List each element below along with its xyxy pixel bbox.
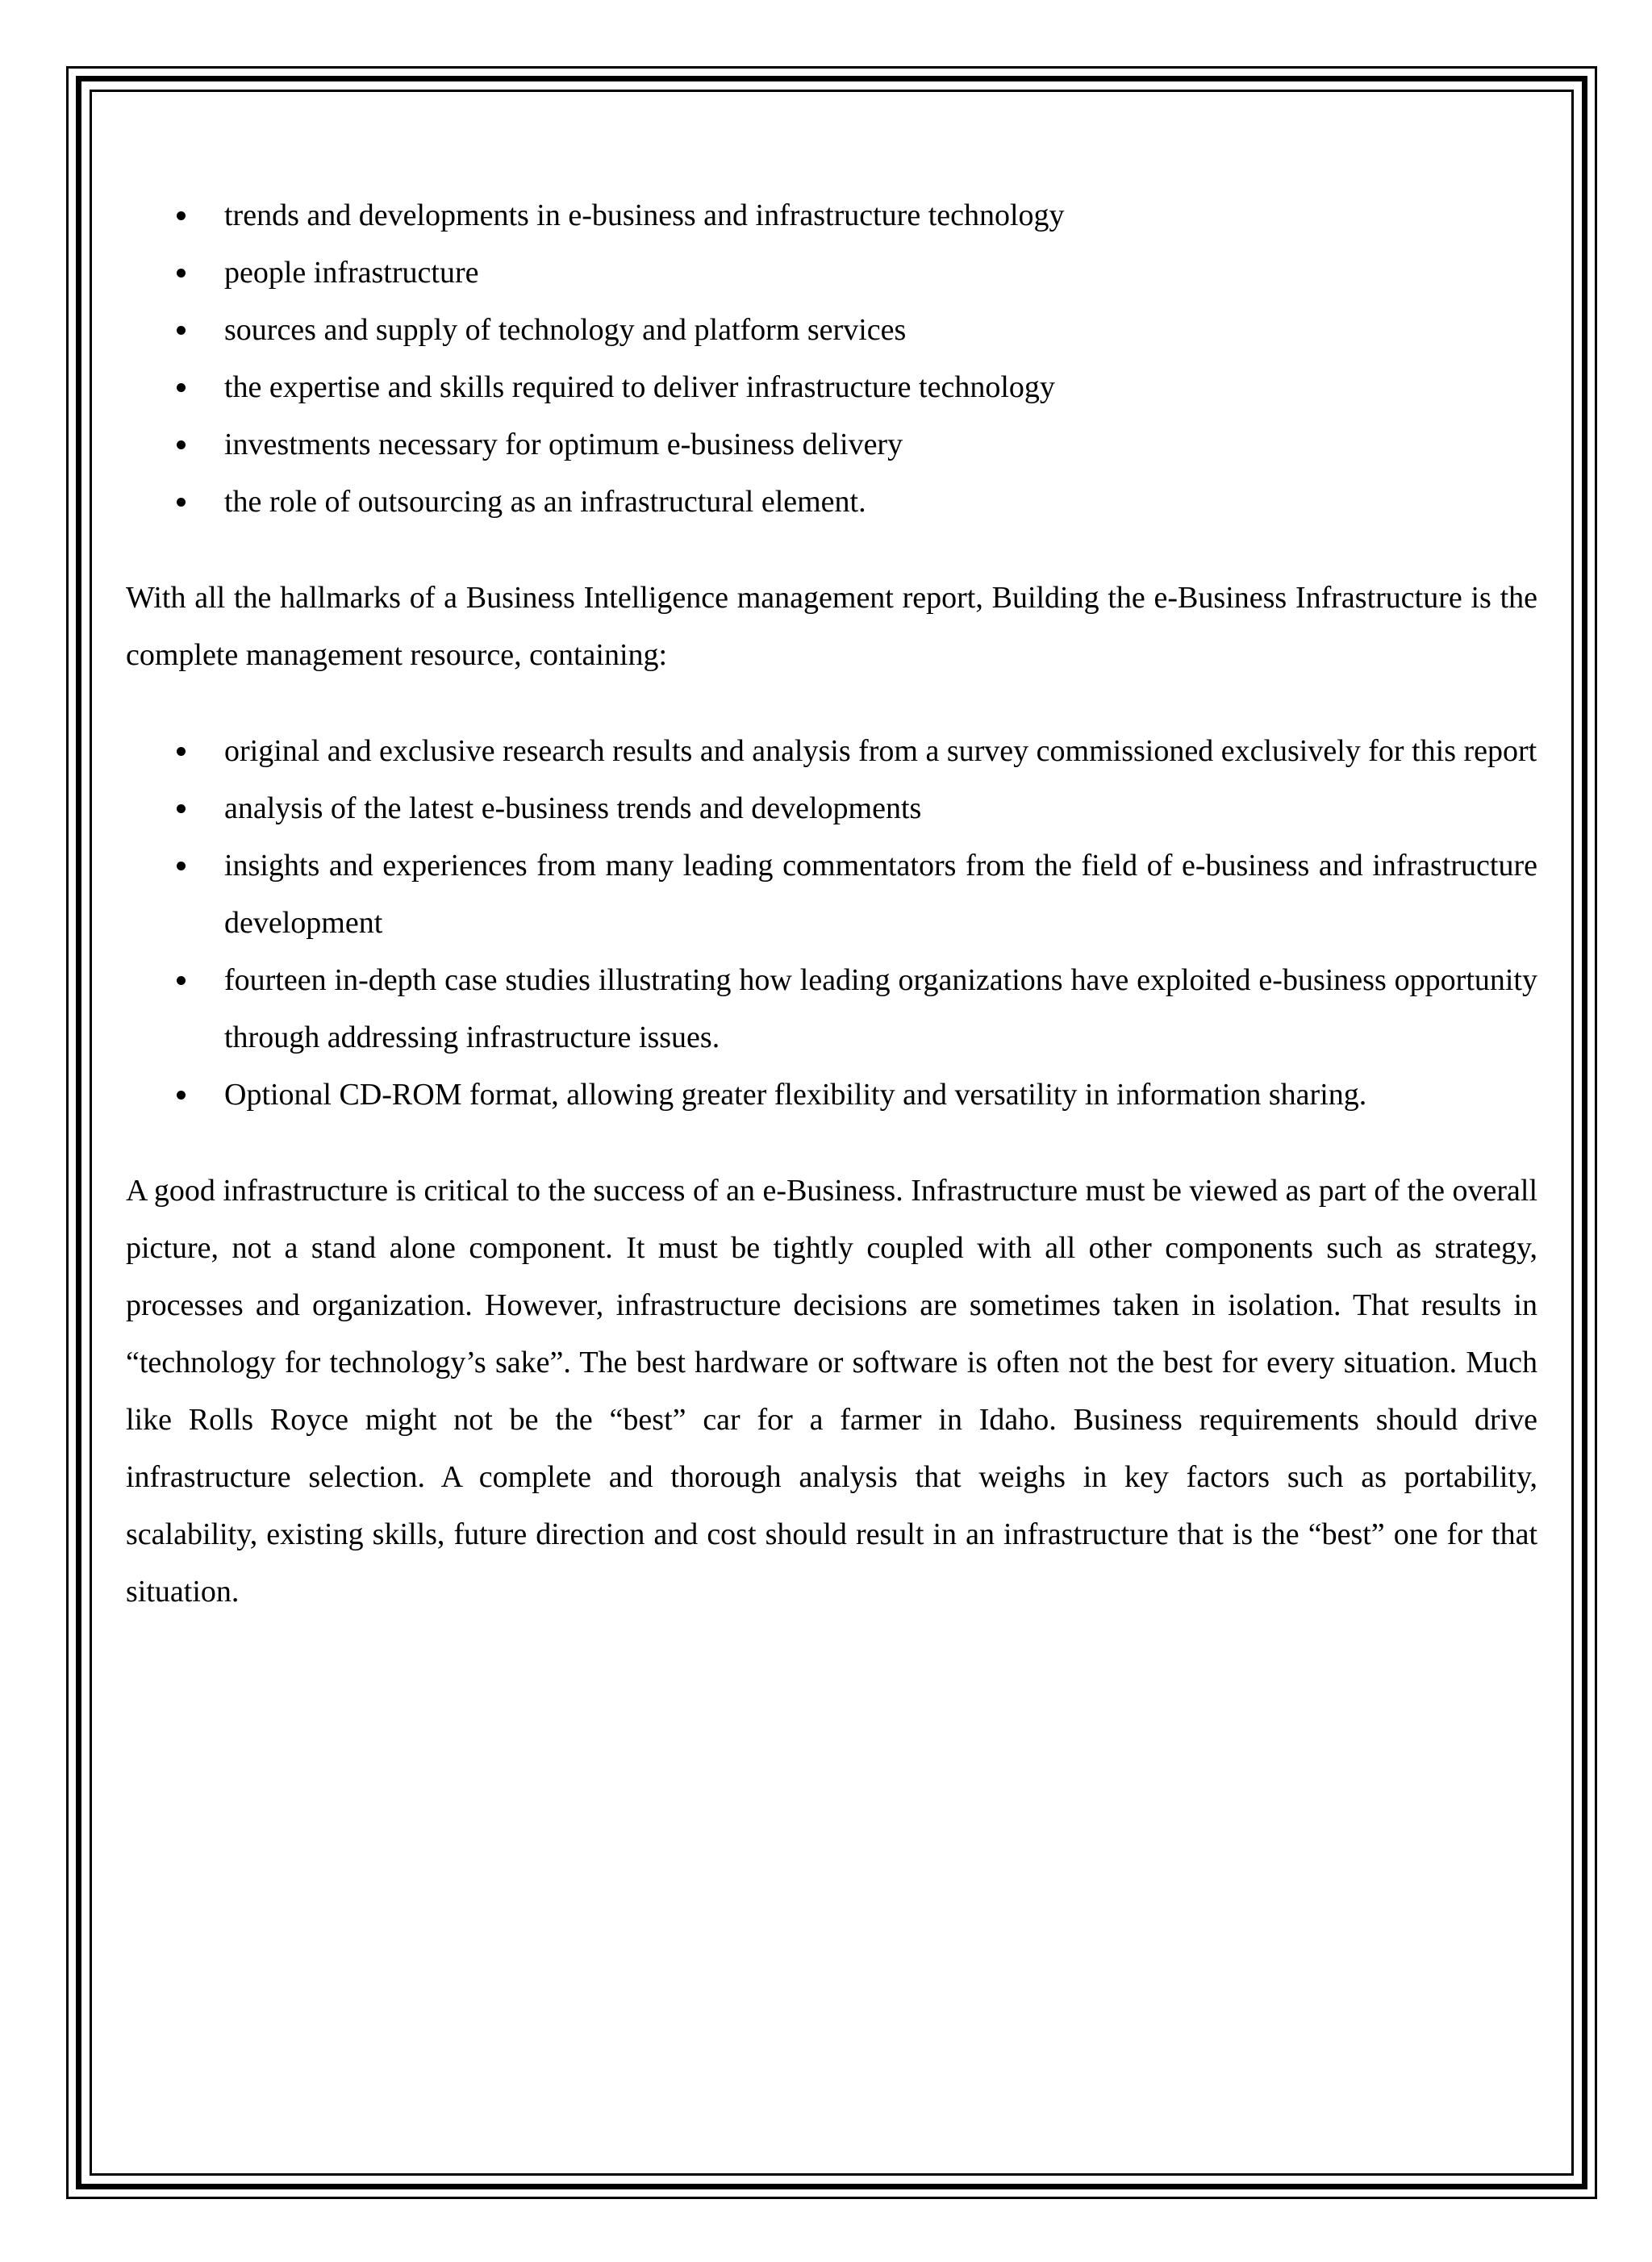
intro-paragraph: With all the hallmarks of a Business Intelligence management report, Building the e-Business Infrastructure is the complete management resource, containing:	[126, 581, 1537, 672]
list-item: insights and experiences from many leading commentators from the field of e-business and infrastructure development	[126, 837, 1537, 952]
body-paragraph: A good infrastructure is critical to the success of an e-Business. Infrastructure must be viewed as part of the overall picture, not a stand alone component. It must be tightly coupled with all other components such as strategy, processes and organization. However, infrastructure decisions are sometimes taken in isolation. That results in “technology for technology’s sake”. The best hardware or software is often not the best for every situation. Much like Rolls Royce might not be the “best” car for a farmer in Idaho. Business requirements should drive infrastructure selection. A complete and thorough analysis that weighs in key factors such as portability, scalability, existing skills, future direction and cost should result in an infrastructure that is the “best” one for that situation.	[126, 1174, 1537, 1609]
list-item: investments necessary for optimum e-business delivery	[126, 416, 1537, 474]
list-item: original and exclusive research results and analysis from a survey commissioned exclusively for this report	[126, 723, 1537, 780]
list-item: the role of outsourcing as an infrastructural element.	[126, 474, 1537, 531]
list-item: trends and developments in e-business and infrastructure technology	[126, 187, 1537, 244]
list-item: people infrastructure	[126, 244, 1537, 302]
bullet-list-topics	[126, 187, 1537, 531]
list-item: fourteen in-depth case studies illustrating how leading organizations have exploited e-business opportunity through addressing infrastructure issues.	[126, 952, 1537, 1066]
list-item: Optional CD-ROM format, allowing greater flexibility and versatility in information sharing.	[126, 1066, 1537, 1124]
page-content	[126, 187, 1537, 1621]
list-item: sources and supply of technology and platform services	[126, 302, 1537, 359]
list-item: the expertise and skills required to deliver infrastructure technology	[126, 359, 1537, 416]
bullet-list-contents	[126, 723, 1537, 1124]
list-item: analysis of the latest e-business trends and developments	[126, 780, 1537, 837]
